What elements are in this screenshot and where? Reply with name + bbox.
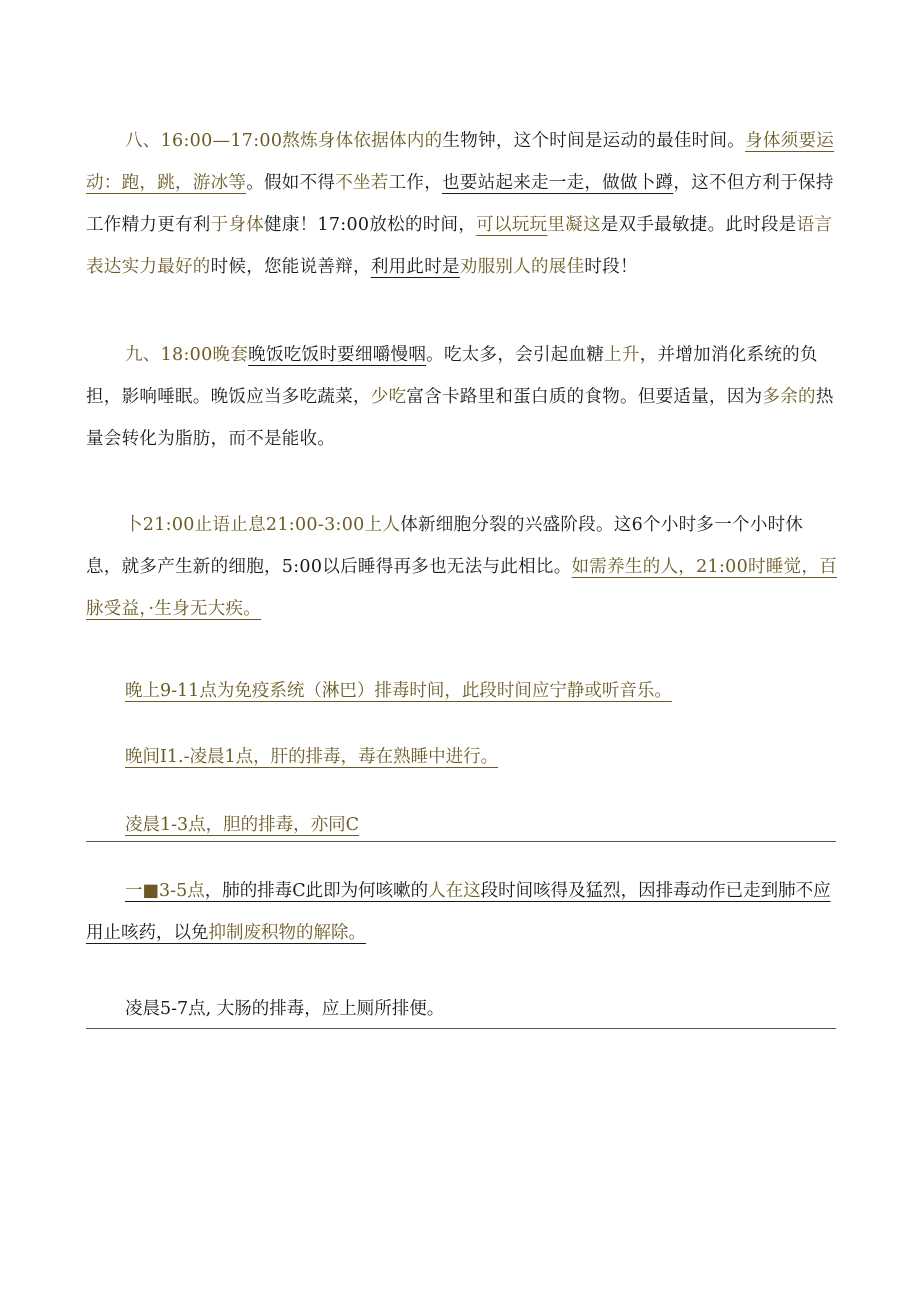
p1-segment: 里凝这 <box>547 215 601 235</box>
p2-segment: 上升 <box>604 345 640 365</box>
horizontal-rule <box>86 841 836 842</box>
p1-segment: 时候，您能说善辩， <box>210 257 371 277</box>
p4-segment: 一■3-5点 <box>125 881 205 901</box>
p1-segment: 可以玩玩 <box>476 215 548 235</box>
p1-segment: 时段！ <box>584 257 638 277</box>
p1-segment: 于身体 <box>210 215 265 235</box>
p2-segment: 少吃 <box>370 387 407 407</box>
p4-segment: 人在这 <box>428 881 481 901</box>
p2-segment: ，并增加消化系统的负担，影响唾眠。晚饭应当多吃蔬菜， <box>86 345 818 407</box>
p1-segment: 健康！17:00放松的时间， <box>264 215 477 235</box>
paragraph-18 <box>86 334 838 460</box>
p1-segment: 利用此时是 <box>370 257 460 277</box>
p2-segment: 九、18:00晚套 <box>125 345 249 365</box>
p1-segment: 劝服别人的展佳 <box>459 257 585 277</box>
p4-segment: 段时间咳得及猛烈，因排毒动作已走到肺不应用止咳药，以免 <box>86 881 831 943</box>
p2-segment: 。吃太多，会引起血糖 <box>426 345 605 365</box>
p3-segment: 如需养生的人，21:00时睡觉，百脉受益，·生身无大疾。 <box>86 557 838 619</box>
line-immune-detox: 晚上9-11点为免疫系统（淋巴）排毒时间，此段时间应宁静或听音乐。 <box>125 681 672 701</box>
horizontal-rule <box>86 1028 836 1029</box>
p1-segment: 生物钟，这个时间是运动的最佳时间。 <box>442 131 746 151</box>
p3-segment: 卜21:00止语止息21:00-3:00上人 <box>125 515 401 535</box>
line-gallbladder-detox: 凌晨1-3点，胆的排毒，亦同C <box>125 815 360 835</box>
p1-segment: 身体须要运动：跑，跳，游冰等 <box>86 131 835 193</box>
paragraph-21 <box>86 504 838 630</box>
p4-segment: 抑制废积物的解除。 <box>208 923 366 943</box>
p2-segment: 热量会转化为脂肪，而不是能收。 <box>86 387 834 449</box>
p1-segment: 语言表达实力最好的 <box>86 215 833 277</box>
p1-segment: ，这不但方利于保持工作精力更有利 <box>86 173 834 235</box>
p1-segment: 是双手最敏捷。此时段是 <box>600 215 797 235</box>
paragraph-16-17 <box>86 120 838 288</box>
p2-segment: 多余的 <box>762 387 816 407</box>
p1-segment: 工作， <box>388 173 443 193</box>
p1-segment: 八、16:00—17:00熬炼身体依据体内的 <box>125 131 443 151</box>
p2-segment: 富含卡路里和蛋白质的食物。但要适量，因为 <box>406 387 763 407</box>
line-colon-detox: 凌晨5-7点, 大肠的排毒，应上厕所排便。 <box>125 999 445 1019</box>
p2-segment: 晚饭吃饭时要细嚼慢咽 <box>248 345 427 365</box>
p4-segment: ，肺的排毒C此即为何咳嗽的 <box>204 881 429 901</box>
p1-segment: 也要站起来走一走，做做卜蹲 <box>442 173 674 193</box>
p1-segment: 不坐若 <box>335 173 389 193</box>
p1-segment: 。假如不得 <box>246 173 336 193</box>
p3-segment: 体新细胞分裂的兴盛阶段。这6个小时多一个小时休息，就多产生新的细胞，5:00以后睡得再多也无法与此相比。 <box>86 515 804 577</box>
paragraph-lung-detox <box>86 870 846 954</box>
line-liver-detox: 晚间I1.-凌晨1点，肝的排毒，毒在熟睡中进行。 <box>125 747 499 767</box>
